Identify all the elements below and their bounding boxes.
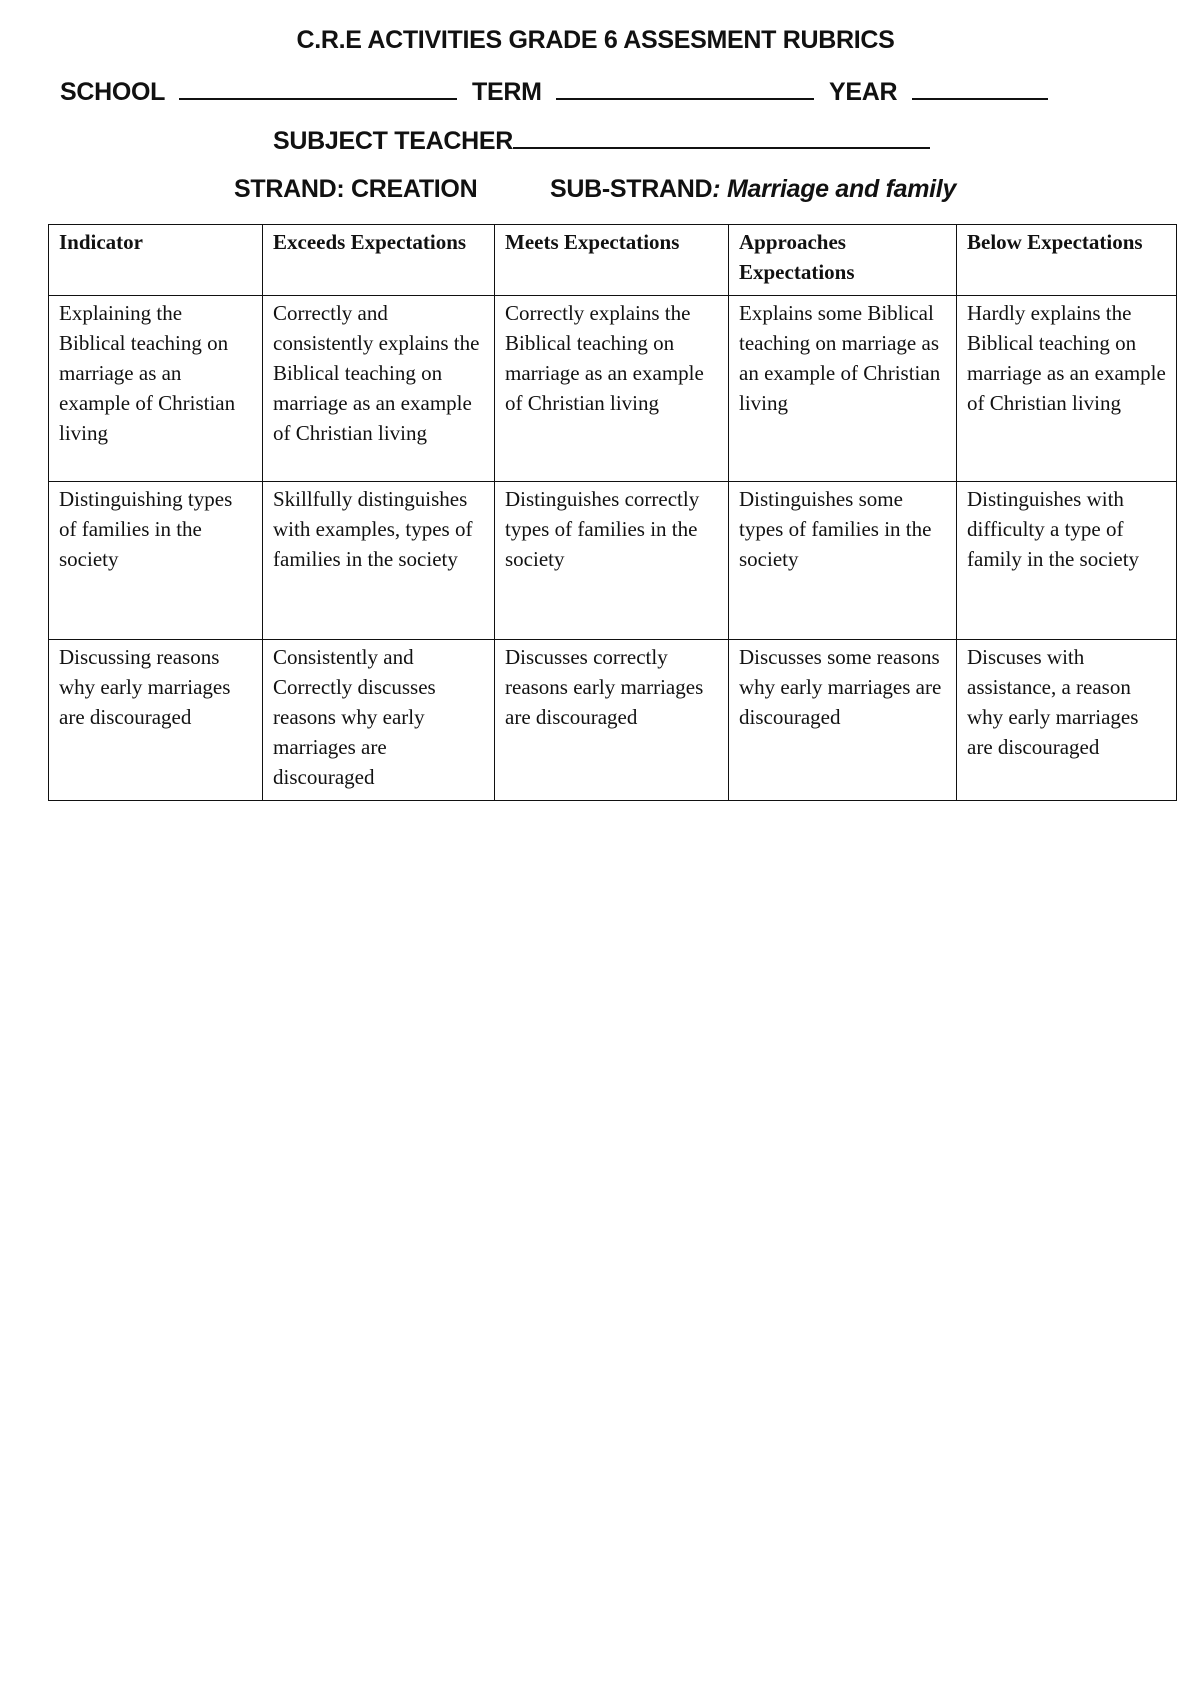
document-title: C.R.E ACTIVITIES GRADE 6 ASSESMENT RUBRICS	[296, 26, 895, 54]
table-row	[49, 640, 1177, 801]
approaches-cell: Discusses some reasons why early marriages are discouraged	[729, 640, 957, 801]
sub-strand-label: SUB-STRAND	[550, 175, 713, 203]
term-label: TERM	[472, 78, 542, 106]
teacher-blank[interactable]	[513, 125, 930, 149]
strand-label: STRAND: CREATION	[234, 175, 478, 203]
column-header-below: Below Expectations	[957, 225, 1177, 296]
meets-cell: Discusses correctly reasons early marriages are discouraged	[495, 640, 729, 801]
meets-cell: Distinguishes correctly types of families in the society	[495, 482, 729, 640]
exceeds-cell: Correctly and consistently explains the Biblical teaching on marriage as an example of Christian living	[263, 296, 495, 482]
header-row	[49, 225, 1177, 296]
approaches-cell: Distinguishes some types of families in the society	[729, 482, 957, 640]
below-cell: Hardly explains the Biblical teaching on marriage as an example of Christian living	[957, 296, 1177, 482]
exceeds-cell: Consistently and Correctly discusses reasons why early marriages are discouraged	[263, 640, 495, 801]
school-blank[interactable]	[179, 76, 457, 100]
school-term-year-line	[60, 76, 1048, 107]
year-label: YEAR	[828, 78, 898, 106]
teacher-line	[273, 125, 930, 156]
rubric-table	[48, 224, 1177, 801]
teacher-label: SUBJECT TEACHER	[273, 127, 513, 155]
column-header-indicator: Indicator	[49, 225, 263, 296]
column-header-meets: Meets Expectations	[495, 225, 729, 296]
column-header-exceeds: Exceeds Expectations	[263, 225, 495, 296]
exceeds-cell: Skillfully distinguishes with examples, types of families in the society	[263, 482, 495, 640]
meets-cell: Correctly explains the Biblical teaching on marriage as an example of Christian living	[495, 296, 729, 482]
table-row	[49, 296, 1177, 482]
term-blank[interactable]	[556, 76, 814, 100]
year-blank[interactable]	[912, 76, 1048, 100]
sub-strand-value: : Marriage and family	[712, 175, 957, 203]
indicator-cell: Distinguishing types of families in the society	[49, 482, 263, 640]
table-row	[49, 482, 1177, 640]
school-label: SCHOOL	[60, 78, 165, 106]
strand-line	[234, 175, 956, 204]
indicator-cell: Discussing reasons why early marriages are discouraged	[49, 640, 263, 801]
indicator-cell: Explaining the Biblical teaching on marriage as an example of Christian living	[49, 296, 263, 482]
below-cell: Distinguishes with difficulty a type of family in the society	[957, 482, 1177, 640]
below-cell: Discuses with assistance, a reason why early marriages are discouraged	[957, 640, 1177, 801]
column-header-approaches: Approaches Expectations	[729, 225, 957, 296]
approaches-cell: Explains some Biblical teaching on marriage as an example of Christian living	[729, 296, 957, 482]
